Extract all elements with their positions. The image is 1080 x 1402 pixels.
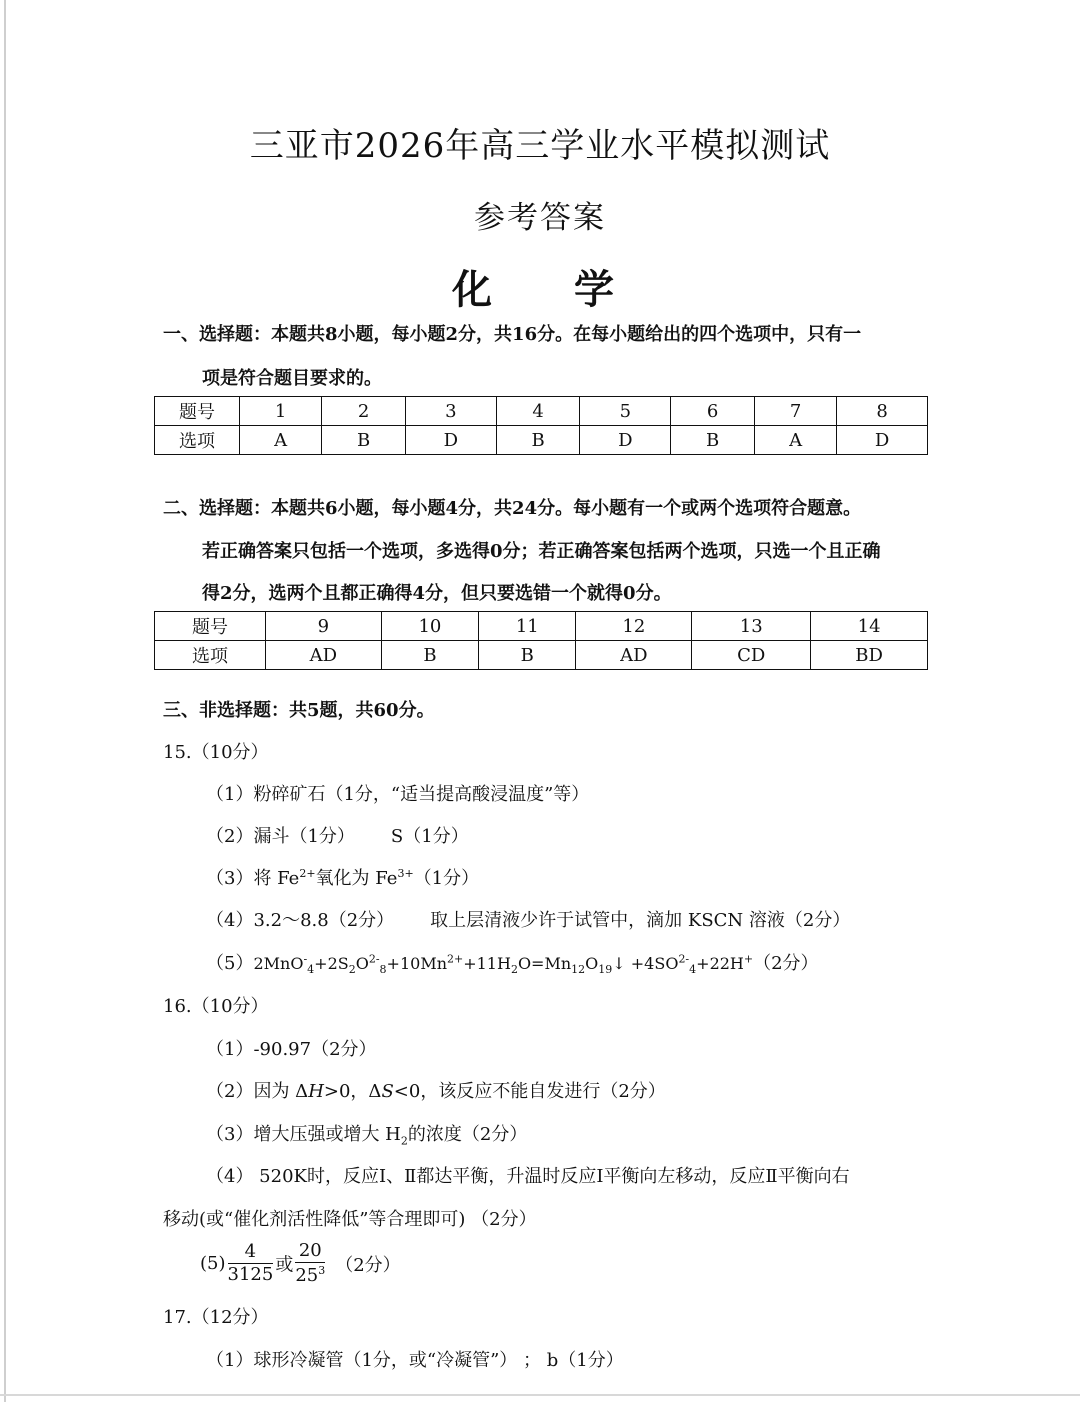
section2-instructions-line3: 得2分，选两个且都正确得4分，但只要选错一个就得0分。 — [202, 583, 672, 604]
table-cell: BD — [811, 641, 928, 670]
superscript: - — [303, 952, 308, 966]
text-run: （5） — [206, 953, 254, 974]
table-cell: AD — [266, 641, 382, 670]
table-row-numbers — [155, 612, 928, 641]
text-run: O — [355, 954, 369, 973]
subscript: 2 — [400, 1134, 408, 1148]
row-label-answer: 选项 — [155, 426, 240, 455]
q15-part4 — [206, 906, 850, 932]
superscript: 3 — [318, 1264, 326, 1277]
text-run: +10Mn — [386, 954, 447, 973]
subscript: 12 — [571, 963, 586, 977]
table-row-answers — [155, 641, 928, 670]
section1-instructions-line2: 项是符合题目要求的。 — [202, 368, 382, 389]
superscript: 2+ — [447, 952, 464, 966]
table-cell: A — [754, 426, 836, 455]
q15-part2-b: S（1分） — [390, 826, 469, 847]
q16-part1: （1）-90.97（2分） — [206, 1039, 377, 1060]
q15-part2-a: （2）漏斗（1分） — [206, 826, 355, 847]
subscript: 4 — [689, 963, 697, 977]
section2-answer-table — [154, 611, 928, 670]
q15-part3 — [206, 864, 479, 890]
text-run: +2S — [314, 954, 349, 973]
subscript: 8 — [379, 963, 387, 977]
text-run: 氧化为 Fe — [315, 868, 398, 889]
text-run: （2）因为 Δ — [206, 1081, 309, 1102]
text-run: （2分） — [335, 1254, 401, 1276]
page-edge-bottom — [0, 1394, 1080, 1396]
section2-instructions-line1: 二、选择题：本题共6小题，每小题4分，共24分。每小题有一个或两个选项符合题意。 — [163, 498, 862, 519]
table-cell: 12 — [576, 612, 692, 641]
table-cell: CD — [692, 641, 811, 670]
document-title: 三亚市2026年高三学业水平模拟测试 — [249, 126, 831, 166]
italic-symbol: S — [381, 1081, 394, 1102]
text-run: （1分） — [413, 868, 480, 889]
table-cell: 11 — [479, 612, 576, 641]
row-label-number: 题号 — [155, 612, 266, 641]
superscript: 2+ — [299, 867, 316, 880]
superscript: 3+ — [397, 867, 414, 880]
text-run: O=Mn — [517, 954, 572, 973]
section1-instructions-line1: 一、选择题：本题共8小题，每小题2分，共16分。在每小题给出的四个选项中，只有一 — [163, 324, 862, 345]
fraction — [228, 1243, 274, 1284]
table-cell: AD — [576, 641, 692, 670]
q16-part4-line1: （4） 520K时，反应Ⅰ、Ⅱ都达平衡，升温时反应Ⅰ平衡向左移动，反应Ⅱ平衡向右 — [206, 1166, 850, 1187]
row-label-number: 题号 — [155, 397, 240, 426]
text-run: <0，该反应不能自发进行（2分） — [393, 1081, 666, 1102]
table-cell: B — [671, 426, 755, 455]
superscript: 2- — [678, 952, 690, 966]
table-cell: B — [479, 641, 576, 670]
section1-answer-table — [154, 396, 928, 455]
text-run: （3）增大压强或增大 H — [206, 1124, 401, 1145]
text-run: +11H — [463, 954, 511, 973]
q16-part5 — [200, 1242, 401, 1285]
fraction-numerator: 4 — [228, 1243, 274, 1264]
table-cell: 4 — [496, 397, 580, 426]
subject-heading: 化 学 — [452, 266, 648, 313]
q16-header: 16.（10分） — [163, 996, 269, 1017]
fraction — [295, 1242, 325, 1285]
q16-part2 — [206, 1077, 666, 1103]
text-run: >0，Δ — [323, 1081, 382, 1102]
text-run: 的浓度（2分） — [407, 1124, 528, 1145]
q15-part4-b: 取上层清液少许于试管中，滴加 KSCN 溶液（2分） — [430, 910, 851, 931]
section2-instructions-line2: 若正确答案只包括一个选项，多选得0分；若正确答案包括两个选项，只选一个且正确 — [202, 541, 881, 562]
document-subtitle: 参考答案 — [474, 200, 606, 236]
text-run: O — [585, 954, 599, 973]
q16-part3 — [206, 1120, 527, 1148]
table-cell: D — [580, 426, 671, 455]
text-run: +22H — [696, 954, 744, 973]
table-cell: B — [322, 426, 406, 455]
fraction-numerator: 20 — [295, 1242, 325, 1263]
text-run: （2分） — [753, 953, 819, 974]
table-cell: 7 — [754, 397, 836, 426]
text-run: 或 — [275, 1254, 294, 1276]
table-cell: B — [496, 426, 580, 455]
table-cell: 2 — [322, 397, 406, 426]
table-cell: D — [406, 426, 497, 455]
fraction-denominator — [295, 1263, 325, 1285]
table-cell: 9 — [266, 612, 382, 641]
q15-part1: （1）粉碎矿石（1分，“适当提高酸浸温度”等） — [206, 784, 590, 805]
text-run: （3）将 Fe — [206, 868, 300, 889]
text-run: 2MnO — [253, 954, 304, 973]
text-run: 25 — [295, 1265, 319, 1286]
q15-part4-a: （4）3.2～8.8（2分） — [206, 910, 395, 931]
table-cell: A — [240, 426, 322, 455]
superscript: + — [743, 952, 754, 966]
subscript: 2 — [510, 963, 518, 977]
text-run: (5) — [200, 1253, 226, 1274]
q17-part1: （1）球形冷凝管（1分，或“冷凝管”） ； b（1分） — [206, 1350, 624, 1371]
table-cell: 13 — [692, 612, 811, 641]
table-cell: 5 — [580, 397, 671, 426]
fraction-denominator: 3125 — [227, 1264, 274, 1285]
table-row-answers — [155, 426, 928, 455]
table-row-numbers — [155, 397, 928, 426]
table-cell: 8 — [837, 397, 928, 426]
q15-part2 — [206, 822, 469, 848]
table-cell: D — [837, 426, 928, 455]
table-cell: 6 — [671, 397, 755, 426]
superscript: 2- — [368, 952, 380, 966]
table-cell: 1 — [240, 397, 322, 426]
italic-symbol: H — [308, 1081, 324, 1102]
row-label-answer: 选项 — [155, 641, 266, 670]
q15-header: 15.（10分） — [163, 742, 269, 763]
subscript: 2 — [348, 963, 356, 977]
q16-part4-line2: 移动(或“催化剂活性降低”等合理即可) （2分） — [163, 1209, 537, 1230]
table-cell: 3 — [406, 397, 497, 426]
table-cell: 14 — [811, 612, 928, 641]
q15-part5-equation — [206, 949, 819, 976]
section3-heading: 三、非选择题：共5题，共60分。 — [163, 700, 435, 721]
subscript: 19 — [598, 963, 613, 977]
text-run: ↓ +4SO — [612, 954, 679, 973]
subscript: 4 — [307, 963, 315, 977]
table-cell: B — [381, 641, 478, 670]
table-cell: 10 — [381, 612, 478, 641]
q17-header: 17.（12分） — [163, 1307, 269, 1328]
